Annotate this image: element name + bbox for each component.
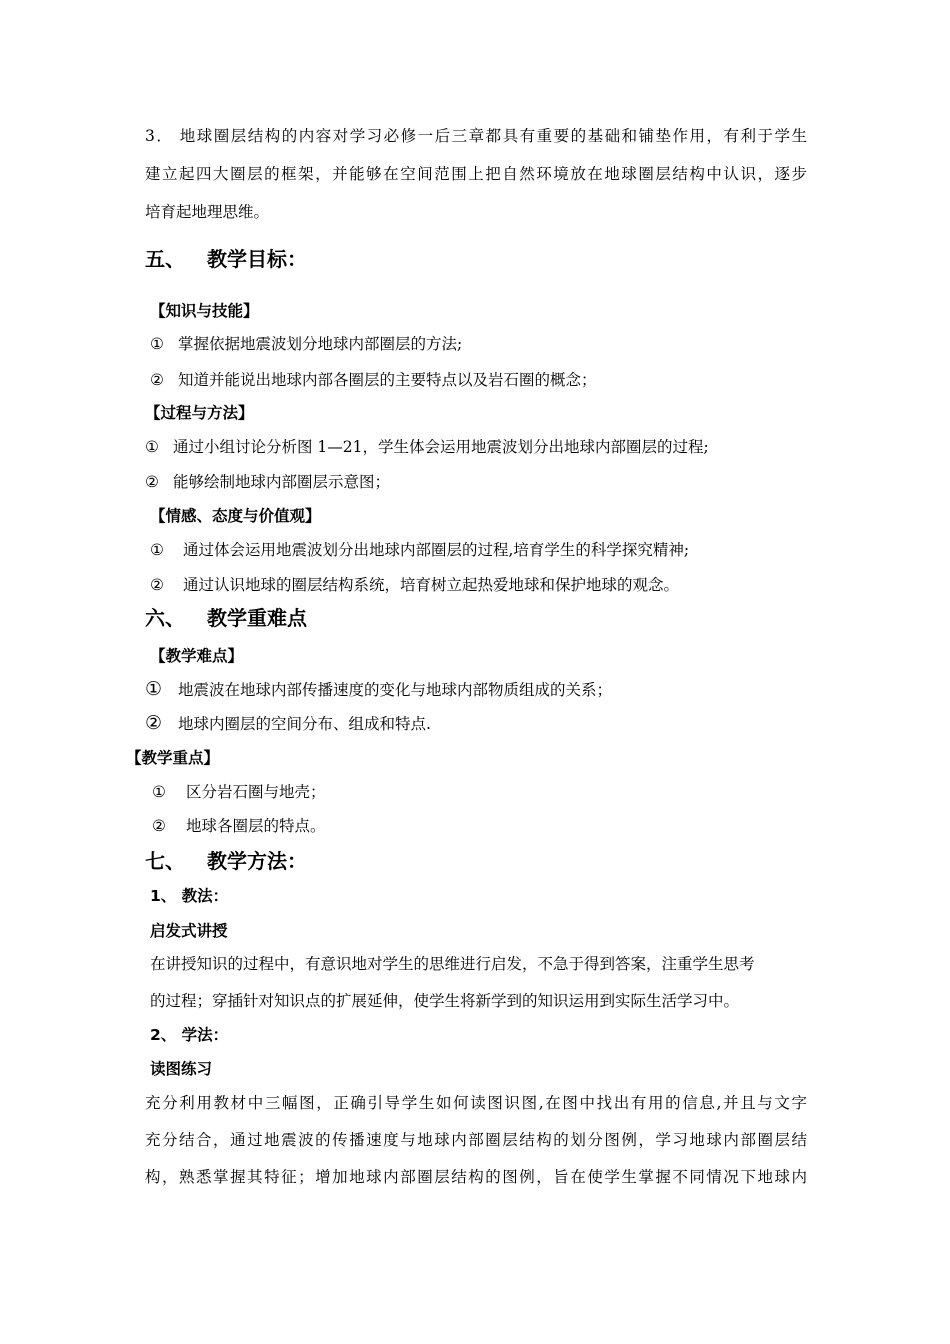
paragraph-line: 充分结合，通过地震波的传播速度与地球内部圈层结构的划分图例，学习地球内部圈层结 [145,1131,807,1149]
paragraph-line: 构，熟悉掌握其特征；增加地球内部圈层结构的图例，旨在使学生掌握不同情况下地球内 [145,1168,807,1186]
section-heading-keypoints [145,605,307,631]
subheading-emotion: 【情感、态度与价值观】 [150,507,321,525]
heading-text: 教学目标： [207,247,307,271]
list-marker: ① [145,678,163,700]
list-item [145,713,431,734]
list-marker: ② [145,712,163,734]
list-marker: ② [145,473,159,491]
heading-number: 六、 [145,606,185,630]
subheading-learning-method: 2、 学法： [150,1026,229,1044]
subheading-important: 【教学重点】 [126,749,220,767]
list-item-text: 掌握依据地震波划分地球内部圈层的方法; [178,335,463,353]
heading-number: 五、 [145,247,185,271]
list-item [145,679,612,700]
paragraph-line: 的过程；穿插针对知识点的扩展延伸，使学生将新学到的知识运用到实际生活学习中。 [150,992,740,1010]
subheading-difficult: 【教学难点】 [150,647,244,665]
method-name: 启发式讲授 [150,922,228,940]
heading-text: 教学方法： [207,849,307,873]
list-marker: ① [150,335,164,353]
list-item-text: 地球内圈层的空间分布、组成和特点. [178,715,431,733]
paragraph-line: 3． 地球圈层结构的内容对学习必修一后三章都具有重要的基础和铺垫作用，有利于学生 [145,127,807,145]
paragraph-line: 培育起地理思维。 [145,203,270,221]
subheading-knowledge: 【知识与技能】 [150,302,259,320]
method-name: 读图练习 [150,1060,213,1078]
list-item [145,437,709,457]
list-item [150,334,462,354]
list-item-text: 知道并能说出地球内部各圈层的主要特点以及岩石圈的概念； [178,371,597,389]
subheading-process: 【过程与方法】 [145,404,254,422]
list-item-text: 能够绘制地球内部圈层示意图； [173,473,391,491]
paragraph-line: 建立起四大圈层的框架，并能够在空间范围上把自然环境放在地球圈层结构中认识，逐步 [145,165,807,183]
section-heading-methods [145,848,307,874]
list-marker: ② [150,371,164,389]
list-item [152,782,326,802]
subheading-teaching-method: 1、 教法： [150,887,229,905]
section-heading-goals [145,246,307,272]
paragraph-line: 在讲授知识的过程中，有意识地对学生的思维进行启发，不急于得到答案，注重学生思考 [150,955,755,973]
list-item-text: 地球各圈层的特点。 [186,817,326,835]
heading-number: 七、 [145,849,185,873]
list-item [145,472,390,492]
list-item [150,575,679,595]
list-item [150,370,597,390]
list-item-text: 地震波在地球内部传播速度的变化与地球内部物质组成的关系； [178,681,613,699]
list-item [150,540,689,560]
list-marker: ② [150,576,164,594]
list-item-text: 通过小组讨论分析图 1—21，学生体会运用地震波划分出地球内部圈层的过程; [173,438,709,456]
list-item-text: 通过体会运用地震波划分出地球内部圈层的过程,培育学生的科学探究精神; [183,541,690,559]
list-marker: ② [152,817,166,835]
list-item-text: 通过认识地球的圈层结构系统，培育树立起热爱地球和保护地球的观念。 [183,576,680,594]
list-marker: ① [145,438,159,456]
list-item [152,816,326,836]
list-marker: ① [152,783,166,801]
list-marker: ① [150,541,164,559]
heading-text: 教学重难点 [207,606,307,630]
paragraph-line: 充分利用教材中三幅图，正确引导学生如何读图识图,在图中找出有用的信息,并且与文字 [145,1094,807,1112]
list-item-text: 区分岩石圈与地壳； [186,783,326,801]
